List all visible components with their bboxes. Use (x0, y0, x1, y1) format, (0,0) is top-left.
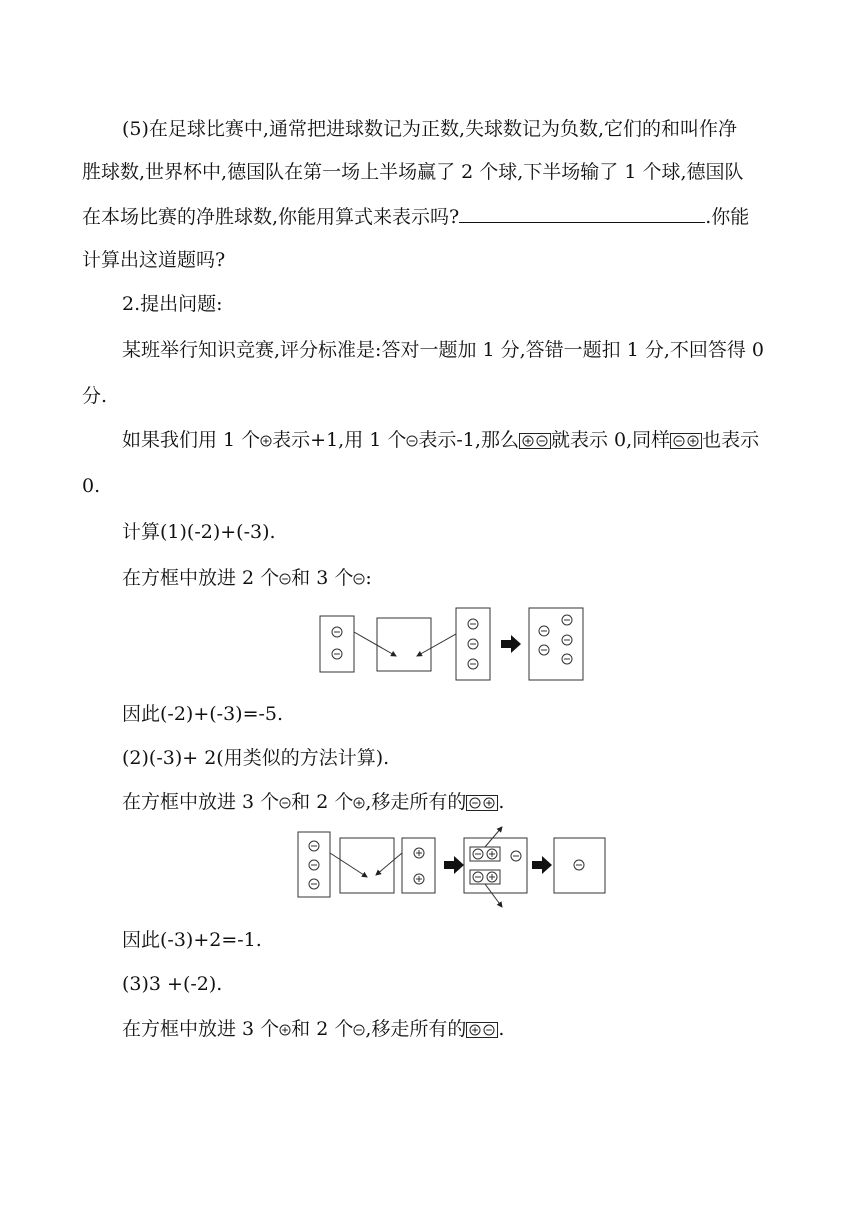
example-2-instruction (122, 790, 504, 814)
result-box-one-minus (554, 838, 605, 893)
example-1-instruction (122, 566, 372, 590)
symbol-definition-line-2: 0. (82, 475, 101, 497)
empty-box (340, 838, 394, 893)
example-1-instr-c: : (365, 567, 372, 589)
plus-circle-icon (260, 435, 272, 447)
example-1-instr-a: 在方框中放进 2 个 (122, 567, 280, 589)
answer-blank[interactable] (459, 204, 705, 223)
symbol-text-a: 如果我们用 1 个 (122, 429, 261, 451)
minus-circle-icon (279, 797, 291, 809)
box-three-minus (456, 608, 490, 680)
paragraph-5-line-4: 计算出这道题吗? (82, 249, 226, 271)
paragraph-5-line-3 (82, 204, 749, 229)
example-2-instr-b: 和 2 个 (291, 791, 354, 813)
example-2-instr-a: 在方框中放进 3 个 (122, 791, 280, 813)
move-arrow-left (330, 853, 367, 877)
symbol-text-c: 表示-1,那么 (418, 429, 519, 451)
result-arrow-icon (532, 856, 552, 874)
question-tail: .你能 (705, 206, 750, 228)
symbol-text-b: 表示+1,用 1 个 (272, 429, 407, 451)
symbol-text-e: 也表示 (702, 429, 760, 451)
example-2-diagram (296, 825, 608, 915)
example-1-result: 因此(-2)+(-3)=-5. (122, 703, 284, 725)
box-cancel-pairs (464, 827, 527, 907)
paragraph-5-line-2: 胜球数,世界杯中,德国队在第一场上半场赢了 2 个球,下半场输了 1 个球,德国队 (82, 161, 744, 183)
example-3-instr-a: 在方框中放进 3 个 (122, 1018, 280, 1040)
example-3-instr-b: 和 2 个 (291, 1018, 354, 1040)
example-1-diagram (318, 606, 588, 688)
move-arrow-left (354, 632, 396, 656)
question-text: 在本场比赛的净胜球数,你能用算式来表示吗? (82, 206, 460, 228)
box-two-minus (320, 616, 354, 672)
example-2-instr-d: . (498, 791, 505, 813)
minus-circle-icon (353, 1024, 365, 1036)
move-arrow-right (376, 853, 402, 875)
example-1-title: 计算(1)(-2)+(-3). (122, 521, 276, 543)
zero-pair-icon (519, 433, 551, 449)
section-2-heading: 2.提出问题: (122, 293, 223, 315)
example-3-instr-c: ,移走所有的 (365, 1018, 467, 1040)
zero-pair-icon (670, 433, 702, 449)
scoring-rule-line-2: 分. (82, 385, 108, 407)
example-1-instr-b: 和 3 个 (291, 567, 354, 589)
example-2-instr-c: ,移走所有的 (365, 791, 467, 813)
example-3-instr-d: . (498, 1018, 505, 1040)
scoring-rule-line-1: 某班举行知识竞赛,评分标准是:答对一题加 1 分,答错一题扣 1 分,不回答得 0 (122, 339, 764, 361)
paragraph-5-line-1: (5)在足球比赛中,通常把进球数记为正数,失球数记为负数,它们的和叫作净 (122, 118, 738, 140)
empty-box (377, 618, 431, 671)
symbol-definition-line (122, 428, 759, 452)
zero-pair-icon (466, 1022, 498, 1038)
minus-circle-icon (279, 573, 291, 585)
symbol-text-d: 就表示 0,同样 (550, 429, 671, 451)
example-2-result: 因此(-3)+2=-1. (122, 929, 262, 951)
example-3-instruction (122, 1017, 504, 1041)
box-three-minus (298, 832, 330, 897)
minus-circle-icon (353, 573, 365, 585)
zero-pair-icon (466, 795, 498, 811)
example-2-title: (2)(-3)+ 2(用类似的方法计算). (122, 747, 390, 769)
combine-arrow-icon (444, 856, 464, 874)
plus-circle-icon (353, 797, 365, 809)
move-arrow-right (417, 634, 456, 656)
result-box-five-minus (529, 608, 583, 680)
example-3-title: (3)3 +(-2). (122, 973, 223, 995)
result-arrow-icon (501, 635, 521, 653)
plus-circle-icon (279, 1024, 291, 1036)
box-two-plus (402, 838, 435, 893)
minus-circle-icon (406, 435, 418, 447)
